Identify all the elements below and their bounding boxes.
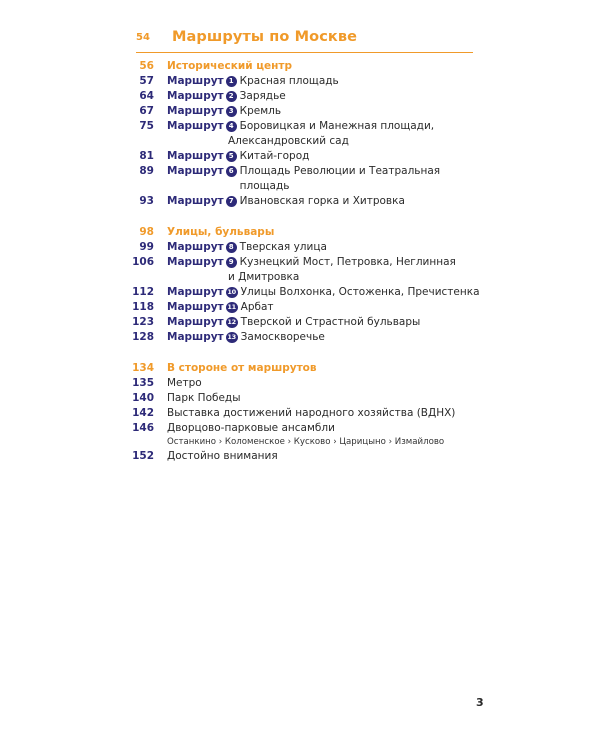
route-label: Маршрут — [167, 331, 224, 343]
entry-title-continuation: Александровский сад — [228, 135, 349, 147]
entry-page-number: 112 — [132, 286, 154, 298]
route-number-badge: 11 — [227, 303, 236, 311]
entry-subtitle: Останкино › Коломенское › Кусково › Царицыно › Измайлово — [167, 437, 445, 447]
section-heading-row — [132, 225, 482, 240]
route-number-badge: 12 — [227, 318, 236, 326]
entry-subtitle-row — [132, 436, 482, 449]
route-label: Маршрут — [167, 286, 224, 298]
route-number-badge: 9 — [226, 257, 237, 268]
entry-title: Зарядье — [239, 90, 286, 102]
route-label: Маршрут — [167, 241, 224, 253]
route-number-badge: 7 — [226, 196, 237, 207]
toc-section — [132, 59, 482, 209]
header-page-number: 54 — [136, 31, 150, 43]
toc-header — [136, 26, 472, 48]
entry-page-number: 75 — [139, 120, 154, 132]
entry-page-number: 93 — [139, 195, 154, 207]
route-entry[interactable] — [132, 104, 482, 119]
entry-title: Парк Победы — [167, 392, 241, 404]
route-label: Маршрут — [167, 165, 224, 177]
toc-entry[interactable] — [132, 449, 482, 464]
section-heading-row — [132, 59, 482, 74]
route-label: Маршрут — [167, 195, 224, 207]
page-number: 3 — [476, 696, 484, 709]
route-number-badge: 10 — [227, 288, 236, 296]
entry-page-number: 152 — [132, 450, 154, 462]
section-page-number: 56 — [139, 60, 154, 72]
entry-page-number: 123 — [132, 316, 154, 328]
entry-page-number: 67 — [139, 105, 154, 117]
route-number-badge: 2 — [226, 91, 237, 102]
route-number-badge: 5 — [226, 151, 237, 162]
toc-entry[interactable] — [132, 391, 482, 406]
toc-entry[interactable] — [132, 406, 482, 421]
route-entry[interactable] — [132, 285, 482, 300]
route-entry[interactable] — [132, 119, 482, 134]
route-entry[interactable] — [132, 330, 482, 345]
entry-title: Кузнецкий Мост, Петровка, Неглинная — [239, 256, 456, 268]
entry-title: Дворцово-парковые ансамбли — [167, 422, 335, 434]
section-title: В стороне от маршрутов — [167, 362, 317, 374]
route-entry[interactable] — [132, 240, 482, 255]
route-number-badge: 3 — [226, 106, 237, 117]
entry-title: Арбат — [240, 301, 274, 313]
route-entry[interactable] — [132, 194, 482, 209]
route-number-badge: 8 — [226, 242, 237, 253]
route-number-badge: 1 — [226, 76, 237, 87]
section-title: Улицы, бульвары — [167, 226, 275, 238]
toc-entry[interactable] — [132, 376, 482, 391]
entry-title: Тверской и Страстной бульвары — [240, 316, 421, 328]
toc-section — [132, 361, 482, 464]
entry-title: Достойно внимания — [167, 450, 278, 462]
entry-title: Кремль — [239, 105, 282, 117]
route-label: Маршрут — [167, 150, 224, 162]
header-title: Маршруты по Москве — [172, 29, 358, 45]
route-label: Маршрут — [167, 301, 224, 313]
section-page-number: 98 — [139, 226, 154, 238]
entry-page-number: 142 — [132, 407, 154, 419]
entry-page-number: 89 — [139, 165, 154, 177]
route-label: Маршрут — [167, 316, 224, 328]
route-number-badge: 13 — [227, 333, 236, 341]
entry-title: Боровицкая и Манежная площади, — [239, 120, 435, 132]
route-entry[interactable] — [132, 149, 482, 164]
table-of-contents — [132, 59, 482, 464]
section-page-number: 134 — [132, 362, 154, 374]
entry-page-number: 118 — [132, 301, 154, 313]
route-entry[interactable] — [132, 164, 482, 194]
route-label: Маршрут — [167, 105, 224, 117]
entry-page-number: 57 — [139, 75, 154, 87]
route-label: Маршрут — [167, 90, 224, 102]
route-entry[interactable] — [132, 74, 482, 89]
entry-title: Ивановская горка и Хитровка — [239, 195, 405, 207]
entry-page-number: 146 — [132, 422, 154, 434]
entry-page-number: 99 — [139, 241, 154, 253]
entry-page-number: 140 — [132, 392, 154, 404]
route-label: Маршрут — [167, 256, 224, 268]
route-entry[interactable] — [132, 255, 482, 270]
entry-title-continuation-row — [132, 134, 482, 149]
entry-title: Улицы Волхонка, Остоженка, Пречистенка — [240, 286, 480, 298]
entry-page-number: 135 — [132, 377, 154, 389]
entry-title: Площадь Революции и Театральная площадь — [239, 165, 441, 192]
entry-title: Красная площадь — [239, 75, 339, 87]
entry-title: Китай-город — [239, 150, 310, 162]
header-divider — [136, 52, 473, 53]
section-title: Исторический центр — [167, 60, 292, 72]
entry-page-number: 128 — [132, 331, 154, 343]
entry-title: Выставка достижений народного хозяйства (ВДНХ) — [167, 407, 456, 419]
route-number-badge: 4 — [226, 121, 237, 132]
entry-title-continuation: и Дмитровка — [228, 271, 300, 283]
toc-entry[interactable] — [132, 421, 482, 436]
toc-section — [132, 225, 482, 345]
route-entry[interactable] — [132, 300, 482, 315]
entry-title-continuation-row — [132, 270, 482, 285]
route-label: Маршрут — [167, 75, 224, 87]
route-entry[interactable] — [132, 315, 482, 330]
entry-title: Метро — [167, 377, 202, 389]
route-label: Маршрут — [167, 120, 224, 132]
entry-page-number: 81 — [139, 150, 154, 162]
entry-page-number: 106 — [132, 256, 154, 268]
route-entry[interactable] — [132, 89, 482, 104]
entry-page-number: 64 — [139, 90, 154, 102]
entry-title: Тверская улица — [239, 241, 327, 253]
route-number-badge: 6 — [226, 166, 237, 177]
entry-title: Замоскворечье — [240, 331, 325, 343]
section-heading-row — [132, 361, 482, 376]
